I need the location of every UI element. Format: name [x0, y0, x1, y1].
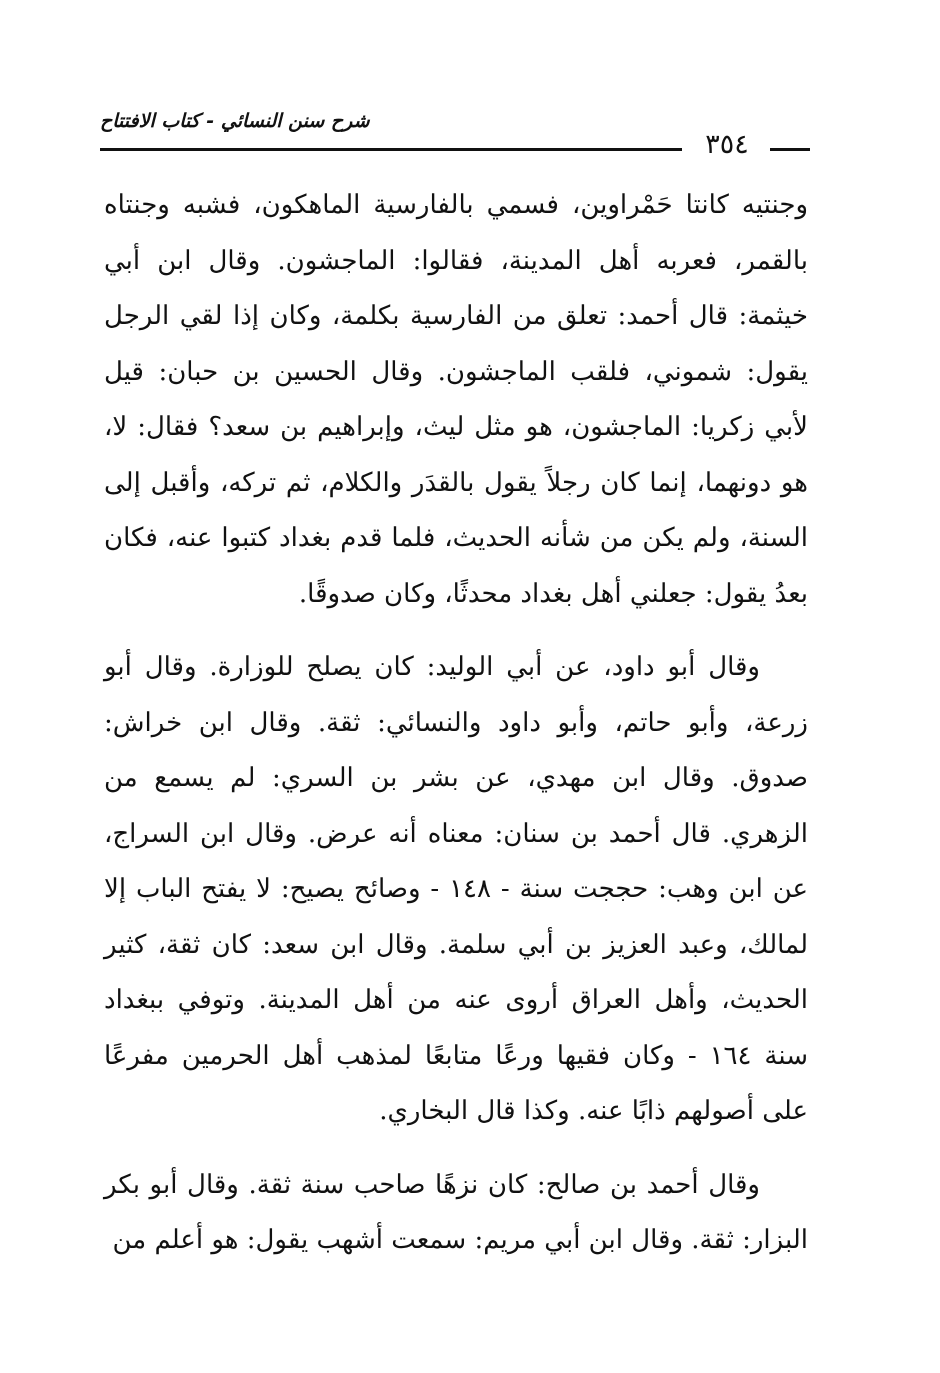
- paragraph-3: وقال أحمد بن صالح: كان نزهًا صاحب سنة ثقة. وقال أبو بكر البزار: ثقة. وقال ابن أبي مريم: سمعت أشهب يقول: هو أعلم من: [104, 1169, 808, 1255]
- body-text: [104, 178, 808, 1269]
- paragraph-2: وقال أبو داود، عن أبي الوليد: كان يصلح للوزارة. وقال أبو زرعة، وأبو حاتم، وأبو داود والنسائي: ثقة. وقال ابن خراش: صدوق. وقال ابن مهدي، عن بشر بن السري: لم يسمع من الزهري. قال أحمد بن سنان: معناه أنه عرض. وقال ابن السراج، عن ابن وهب: حججت سنة - ١٤٨ - وصائح يصيح: لا يفتح الباب إلا لمالك، وعبد العزيز بن أبي سلمة. وقال ابن سعد: كان ثقة، كثير الحديث، وأهل العراق أروى عنه من أهل المدينة. وتوفي ببغداد سنة ١٦٤ - وكان فقيها ورعًا متابعًا لمذهب أهل الحرمين مفرعًا على أصولهم ذابًا عنه. وكذا قال البخاري.: [104, 652, 809, 1126]
- page-header: [100, 108, 810, 158]
- paragraph-1: وجنتيه كانتا حَمْراوين، فسمي بالفارسية الماهكون، فشبه وجنتاه بالقمر، فعربه أهل المدينة، فقالوا: الماجشون. وقال ابن أبي خيثمة: قال أحمد: تعلق من الفارسية بكلمة، وكان إذا لقي الرجل يقول: شموني، فلقب الماجشون. وقال الحسين بن حبان: قيل لأبي زكريا: الماجشون، هو مثل ليث، وإبراهيم بن سعد؟ فقال: لا، هو دونهما، إنما كان رجلاً يقول بالقدَر والكلام، ثم تركه، وأقبل إلى السنة، ولم يكن من شأنه الحديث، فلما قدم بغداد كتبوا عنه، فكان بعدُ يقول: جعلني أهل بغداد محدثًا، وكان صدوقًا.: [104, 190, 808, 609]
- running-title: شرح سنن النسائي - كتاب الافتتاح: [100, 110, 370, 132]
- page-number: ٣٥٤: [705, 129, 749, 160]
- header-rule-short: [770, 148, 810, 151]
- header-rule: [100, 148, 682, 151]
